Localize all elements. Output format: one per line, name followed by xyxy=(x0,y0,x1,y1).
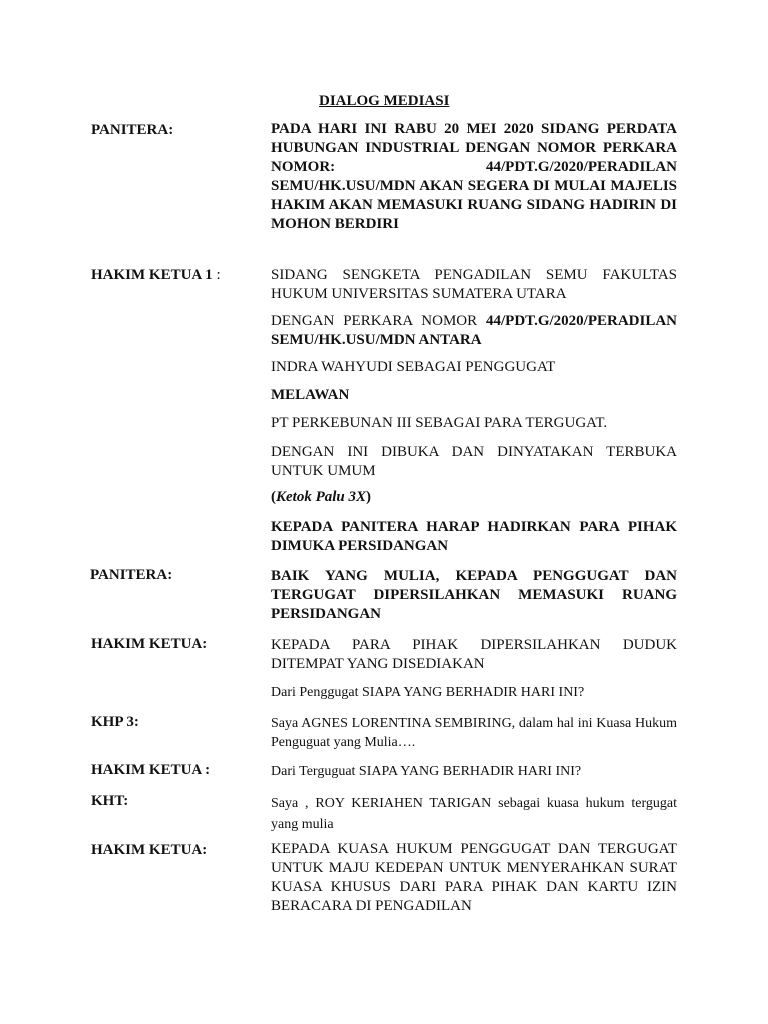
dialog-ketok-palu xyxy=(271,488,677,507)
dialog-dari-tergugat: Dari Terguguat SIAPA YANG BERHADIR HARI INI? xyxy=(271,764,582,779)
dialog-sidang-sengketa: SIDANG SENGKETA PENGADILAN SEMU FAKULTAS HUKUM UNIVERSITAS SUMATERA UTARA xyxy=(271,267,677,302)
ketok-paren-open: ( xyxy=(271,489,276,505)
dialog-dibuka: DENGAN INI DIBUKA DAN DINYATAKAN TERBUKA UNTUK UMUM xyxy=(271,444,677,479)
speaker-label: HAKIM KETUA 1 xyxy=(91,267,213,283)
speaker-separator: : xyxy=(212,267,221,283)
document-title: DIALOG MEDIASI xyxy=(319,93,450,109)
speaker-hakim-ketua-2: HAKIM KETUA: xyxy=(91,636,208,652)
dialog-surat-kuasa: KEPADA KUASA HUKUM PENGGUGAT DAN TERGUGAT UNTUK MAJU KEDEPAN UNTUK MENYERAHKAN SURAT KUASA KHUSUS DARI PARA PIHAK DAN KARTU IZIN BERACARA DI PENGADILAN xyxy=(271,841,677,914)
speaker-kht: KHT: xyxy=(91,793,129,809)
speaker-panitera-1: PANITERA: xyxy=(91,122,174,138)
nomor-perkara-number: 44/PDT.G/2020/PERADILAN SEMU/HK.USU/MDN ANTARA xyxy=(271,313,677,348)
speaker-hakim-ketua-3: HAKIM KETUA : xyxy=(91,762,211,778)
dialog-opening-announcement: PADA HARI INI RABU 20 MEI 2020 SIDANG PERDATA HUBUNGAN INDUSTRIAL DENGAN NOMOR PERKARA NOMOR: 44/PDT.G/2020/PERADILAN SEMU/HK.USU/MDN AKAN SEGERA DI MULAI MAJELIS HAKIM AKAN MEMASUKI RUANG SIDANG HADIRIN DI MOHON BERDIRI xyxy=(271,121,677,232)
dialog-melawan: MELAWAN xyxy=(271,387,350,403)
dialog-agnes: Saya AGNES LORENTINA SEMBIRING, dalam hal ini Kuasa Hukum Penguguat yang Mulia…. xyxy=(271,716,677,750)
nomor-perkara-prefix: DENGAN PERKARA NOMOR xyxy=(271,313,487,329)
dialog-roy: Saya , ROY KERIAHEN TARIGAN sebagai kuasa hukum tergugat yang mulia xyxy=(271,796,677,832)
dialog-tergugat: PT PERKEBUNAN III SEBAGAI PARA TERGUGAT. xyxy=(271,415,608,431)
speaker-panitera-2: PANITERA: xyxy=(90,567,173,583)
ketok-paren-close: ) xyxy=(366,489,372,505)
ketok-palu-text: Ketok Palu 3X xyxy=(276,489,367,505)
dialog-dari-penggugat: Dari Penggugat SIAPA YANG BERHADIR HARI INI? xyxy=(271,685,585,700)
speaker-hakim-ketua-4: HAKIM KETUA: xyxy=(91,842,208,858)
dialog-duduk: KEPADA PARA PIHAK DIPERSILAHKAN DUDUK DITEMPAT YANG DISEDIAKAN xyxy=(271,637,677,672)
speaker-hakim-ketua-1 xyxy=(91,267,221,284)
speaker-khp-3: KHP 3: xyxy=(91,714,139,730)
dialog-baik-yang-mulia: BAIK YANG MULIA, KEPADA PENGGUGAT DAN TERGUGAT DIPERSILAHKAN MEMASUKI RUANG PERSIDANGAN xyxy=(271,568,677,622)
dialog-penggugat: INDRA WAHYUDI SEBAGAI PENGGUGAT xyxy=(271,359,556,375)
dialog-hadirkan-pihak: KEPADA PANITERA HARAP HADIRKAN PARA PIHAK DIMUKA PERSIDANGAN xyxy=(271,519,677,554)
dialog-nomor-perkara xyxy=(271,312,677,350)
